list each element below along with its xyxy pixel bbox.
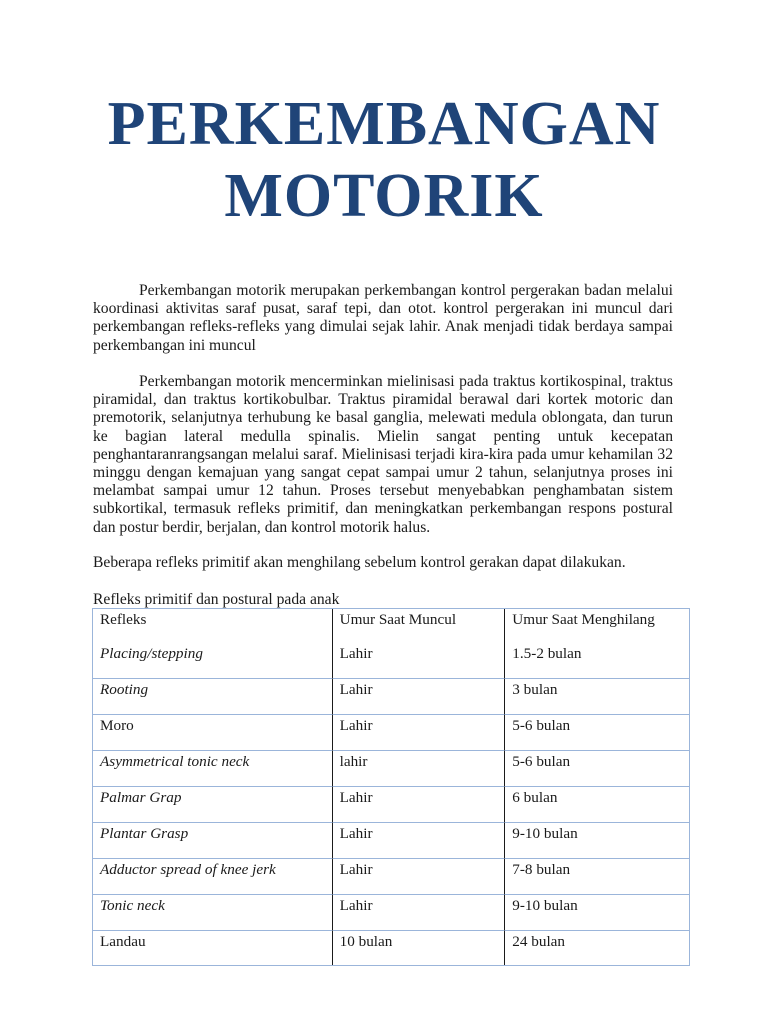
paragraph-3: Beberapa refleks primitif akan menghilang sebelum kontrol gerakan dapat dilakukan.	[93, 554, 626, 571]
table-header-row	[93, 609, 689, 643]
table-row	[93, 751, 689, 787]
table-row	[93, 895, 689, 931]
cell-menghilang: 9-10 bulan	[505, 823, 689, 859]
table-caption: Refleks primitif dan postural pada anak	[93, 591, 340, 608]
cell-menghilang: 9-10 bulan	[505, 895, 689, 931]
cell-muncul: Lahir	[333, 859, 506, 895]
table-row	[93, 931, 689, 965]
cell-refleks: Tonic neck	[93, 895, 333, 931]
cell-muncul: Lahir	[333, 679, 506, 715]
header-umur-menghilang: Umur Saat Menghilang	[512, 611, 655, 628]
cell-muncul: Lahir	[333, 643, 506, 679]
title-line-1: PERKEMBANGAN	[107, 90, 661, 158]
cell-refleks: Palmar Grap	[93, 787, 333, 823]
table-body	[93, 643, 689, 965]
cell-muncul: Lahir	[333, 787, 506, 823]
reflex-table-container	[92, 608, 690, 966]
header-refleks: Refleks	[93, 609, 333, 643]
table-row	[93, 679, 689, 715]
cell-menghilang: 5-6 bulan	[505, 715, 689, 751]
cell-menghilang: 1.5-2 bulan	[505, 643, 689, 679]
cell-menghilang: 5-6 bulan	[505, 751, 689, 787]
table-row	[93, 859, 689, 895]
cell-refleks: Plantar Grasp	[93, 823, 333, 859]
cell-refleks: Asymmetrical tonic neck	[93, 751, 333, 787]
table-row	[93, 643, 689, 679]
cell-menghilang: 3 bulan	[505, 679, 689, 715]
cell-refleks: Rooting	[93, 679, 333, 715]
cell-muncul: Lahir	[333, 895, 506, 931]
table-row	[93, 715, 689, 751]
header-umur-muncul: Umur Saat Muncul	[333, 609, 506, 643]
paragraph-2: Perkembangan motorik mencerminkan mielinisasi pada traktus kortikospinal, traktus piramidal, dan traktus kortikobulbar. Traktus piramidal berawal dari kortek motoric dan premotorik, selanjutnya terhubung ke basal ganglia, melewati medula oblongata, dan turun ke bagian lateral medulla spinalis. Mielin sangat penting untuk kecepatan penghantaranrangsangan melalui saraf. Mielinisasi terjadi kira-kira pada umur kehamilan 32 minggu dengan kemajuan yang sangat cepat sampai umur 2 tahun, selanjutnya proses ini melambat sampai umur 12 tahun. Proses tersebut menyebabkan penghambatan sistem subkortikal, termasuk refleks primitif, dan meningkatkan perkembangan respons postural dan postur berdir, berjalan, dan kontrol motorik halus.	[93, 373, 673, 536]
reflex-table	[92, 608, 690, 966]
table-row	[93, 787, 689, 823]
cell-muncul: Lahir	[333, 715, 506, 751]
cell-refleks: Moro	[93, 715, 333, 751]
cell-refleks: Landau	[93, 931, 333, 965]
cell-refleks: Adductor spread of knee jerk	[93, 859, 333, 895]
cell-muncul: lahir	[333, 751, 506, 787]
cell-refleks: Placing/stepping	[93, 643, 333, 679]
cell-menghilang: 24 bulan	[512, 933, 566, 950]
page-title	[0, 88, 768, 232]
cell-muncul: 10 bulan	[333, 931, 506, 965]
table-row	[93, 823, 689, 859]
cell-muncul: Lahir	[333, 823, 506, 859]
paragraph-1: Perkembangan motorik merupakan perkembangan kontrol pergerakan badan melalui koordinasi aktivitas saraf pusat, saraf tepi, dan otot. kontrol pergerakan ini muncul dari perkembangan refleks-refleks yang dimulai sejak lahir. Anak menjadi tidak berdaya sampai perkembangan ini muncul	[93, 282, 673, 354]
cell-menghilang: 6 bulan	[505, 787, 689, 823]
cell-menghilang: 7-8 bulan	[505, 859, 689, 895]
title-line-2: MOTORIK	[224, 162, 544, 230]
